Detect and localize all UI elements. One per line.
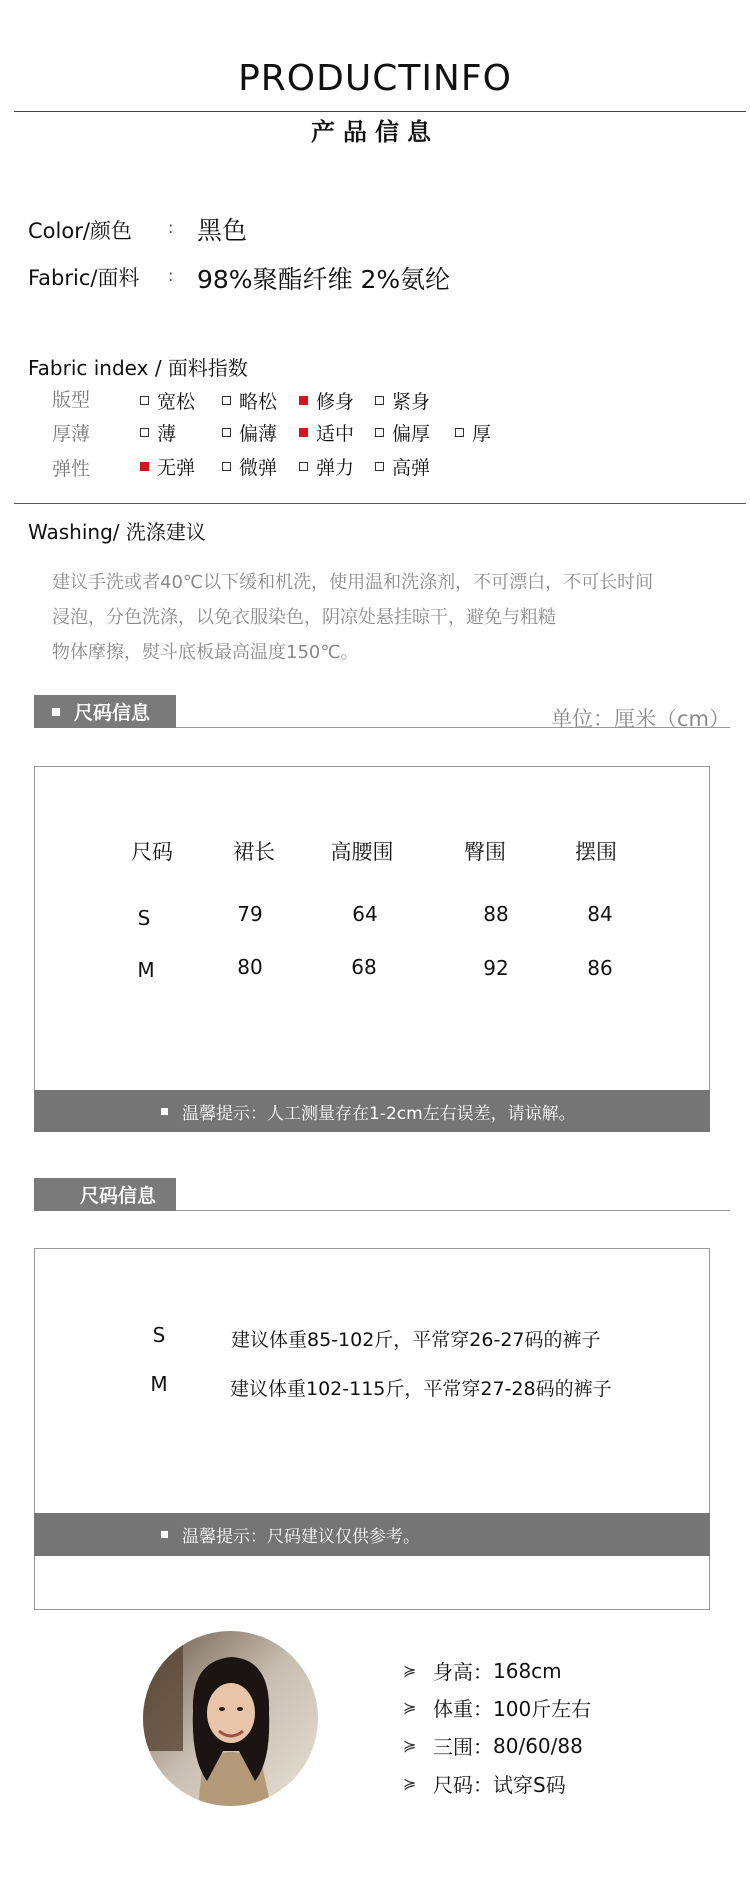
fabric-index-option: [299, 387, 354, 414]
arrow-icon: ≽: [403, 1736, 417, 1755]
checkbox-icon: [222, 428, 231, 437]
section-underline: [176, 1210, 730, 1211]
table-cell: 64: [352, 902, 378, 926]
recommend-section-tab: [34, 1178, 176, 1211]
option-label: 无弹: [157, 457, 196, 479]
table-cell: 88: [483, 902, 509, 926]
arrow-icon: ≽: [403, 1661, 417, 1680]
fabric-index-option: [140, 387, 195, 414]
fabric-colon: :: [168, 266, 174, 285]
fabric-index-row-label: 弹性: [52, 458, 91, 480]
fabric-index-option: [299, 453, 354, 480]
table-cell: 68: [351, 955, 377, 979]
checkbox-checked-icon: [299, 396, 308, 405]
table-cell: 86: [587, 956, 613, 980]
color-label: Color/颜色: [28, 219, 132, 243]
table-header-cell: 尺码: [131, 840, 173, 864]
color-colon: :: [168, 218, 174, 237]
checkbox-icon: [222, 462, 231, 471]
fabric-index-option: [375, 419, 430, 446]
table-cell: S: [137, 906, 151, 930]
checkbox-checked-icon: [299, 428, 308, 437]
model-stat-label: 体重：: [433, 1697, 493, 1721]
option-label: 高弹: [392, 457, 431, 479]
table-cell: M: [137, 958, 155, 982]
option-label: 偏厚: [392, 423, 431, 445]
model-stat-row: [403, 1731, 583, 1760]
checkbox-icon: [299, 462, 308, 471]
checkbox-icon: [375, 462, 384, 471]
recommend-note: 温馨提示：尺码建议仅供参考。: [182, 1527, 420, 1547]
washing-line: 浸泡，分色洗涤，以免衣服染色，阴凉处悬挂晾干，避免与粗糙: [52, 607, 556, 628]
fabric-label: Fabric/面料: [28, 266, 140, 290]
model-stat-value: 100斤左右: [493, 1697, 592, 1721]
table-header-cell: 高腰围: [330, 840, 394, 864]
option-label: 厚: [472, 423, 492, 445]
recommend-size: M: [150, 1372, 168, 1396]
page-title-en: PRODUCTINFO: [238, 58, 512, 99]
fabric-index-option: [375, 453, 430, 480]
option-label: 修身: [316, 391, 355, 413]
option-label: 宽松: [157, 391, 196, 413]
checkbox-icon: [375, 396, 384, 405]
model-stat-value: 168cm: [493, 1658, 562, 1683]
checkbox-icon: [140, 428, 149, 437]
recommend-section-title: 尺码信息: [80, 1185, 157, 1207]
option-label: 适中: [316, 423, 355, 445]
section-divider: [14, 503, 746, 504]
size-section-tab: [34, 695, 176, 728]
option-label: 薄: [157, 423, 177, 445]
fabric-value: 98%聚酯纤维 2%氨纶: [197, 265, 451, 294]
size-table-note: 温馨提示：人工测量存在1-2cm左右误差，请谅解。: [182, 1103, 576, 1124]
square-bullet-icon: [52, 708, 60, 716]
model-stat-value: 试穿S码: [493, 1773, 566, 1797]
option-label: 弹力: [316, 457, 355, 479]
square-bullet-icon: [161, 1531, 168, 1538]
size-table-note-bar: [34, 1090, 710, 1132]
square-bullet-icon: [161, 1108, 168, 1115]
checkbox-icon: [455, 428, 464, 437]
table-cell: 80: [237, 955, 263, 979]
fabric-index-option: [222, 419, 277, 446]
checkbox-icon: [140, 396, 149, 405]
page-title-cn: 产品信息: [311, 118, 439, 146]
model-stat-row: [403, 1693, 591, 1722]
table-header-cell: 裙长: [233, 840, 275, 864]
model-stat-value: 80/60/88: [493, 1733, 583, 1758]
option-label: 偏薄: [239, 423, 278, 445]
fabric-index-option: [375, 387, 430, 414]
color-value: 黑色: [197, 216, 248, 245]
fabric-index-option: [140, 453, 195, 480]
model-stat-row: [403, 1656, 562, 1685]
arrow-icon: ≽: [403, 1774, 417, 1793]
table-header-cell: 摆围: [575, 840, 617, 864]
fabric-index-option: [455, 419, 491, 446]
model-stat-label: 尺码：: [433, 1773, 493, 1797]
model-stat-label: 身高：: [433, 1660, 493, 1684]
unit-label: 单位：厘米（cm）: [550, 707, 730, 731]
recommend-text: 建议体重102-115斤，平常穿27-28码的裤子: [230, 1378, 612, 1400]
fabric-index-title: Fabric index / 面料指数: [28, 356, 248, 380]
size-table-frame: [34, 766, 710, 1132]
fabric-index-row-label: 版型: [52, 389, 91, 411]
fabric-index-option: [140, 419, 176, 446]
fabric-index-option: [222, 453, 277, 480]
recommend-note-bar: [34, 1513, 710, 1556]
table-cell: 79: [237, 902, 263, 926]
fabric-index-option: [299, 419, 354, 446]
arrow-icon: ≽: [403, 1698, 417, 1717]
washing-line: 建议手洗或者40℃以下缓和机洗，使用温和洗涤剂，不可漂白，不可长时间: [52, 572, 654, 593]
table-cell: 92: [483, 956, 509, 980]
model-avatar: [143, 1631, 318, 1806]
model-stat-label: 三围：: [433, 1735, 493, 1759]
recommend-text: 建议体重85-102斤，平常穿26-27码的裤子: [231, 1329, 601, 1351]
recommend-size: S: [152, 1323, 166, 1347]
table-header-cell: 臀围: [464, 840, 506, 864]
fabric-index-row-label: 厚薄: [52, 423, 91, 445]
checkbox-icon: [222, 396, 231, 405]
checkbox-icon: [375, 428, 384, 437]
model-stat-row: [403, 1769, 566, 1798]
washing-title: Washing/ 洗涤建议: [28, 520, 206, 544]
option-label: 微弹: [239, 457, 278, 479]
checkbox-checked-icon: [140, 462, 149, 471]
table-cell: 84: [587, 902, 613, 926]
size-section-title: 尺码信息: [74, 702, 151, 724]
option-label: 紧身: [392, 391, 431, 413]
fabric-index-option: [222, 387, 277, 414]
option-label: 略松: [239, 391, 278, 413]
washing-line: 物体摩擦，熨斗底板最高温度150℃。: [52, 642, 359, 663]
